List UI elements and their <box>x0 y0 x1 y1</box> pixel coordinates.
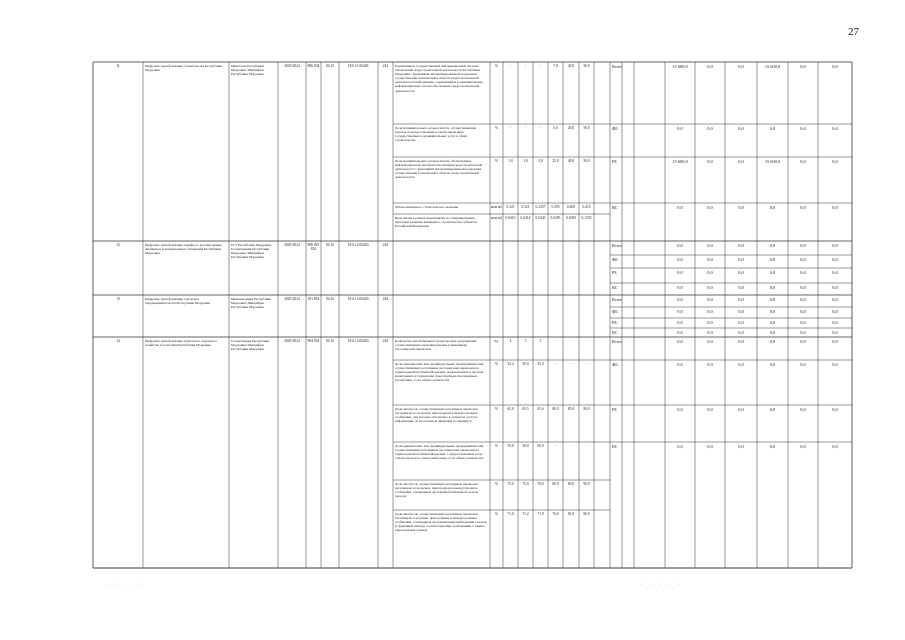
indicator-value: 80,0 <box>552 482 559 486</box>
csr-code: 18.6.12.00420. <box>347 243 370 247</box>
budget-value: 15 600,0 <box>764 64 781 69</box>
scan-edge-right: · · · · · <box>640 582 683 588</box>
indicator-value: 80,0 <box>552 407 559 411</box>
budget-value: 0,0 <box>707 205 713 210</box>
funding-source: Всего <box>612 64 623 69</box>
indicator-unit: млн м2 <box>491 216 502 220</box>
indicator-value: 5,0 <box>553 126 558 130</box>
indicator-value: 60,0 <box>537 444 544 448</box>
indicator-value: 65,0 <box>507 407 514 411</box>
vr-code: 244 <box>382 297 389 301</box>
budget-value: 0,0 <box>738 285 744 290</box>
budget-value: 0,0 <box>707 126 713 131</box>
budget-value: 0,0 <box>738 297 744 302</box>
budget-value: 0,0 <box>769 270 776 275</box>
budget-value: 0,0 <box>738 362 744 367</box>
budget-value: 0,0 <box>832 64 838 69</box>
budget-value: 0,0 <box>677 444 683 449</box>
indicator-unit: % <box>495 512 498 516</box>
budget-value: 0,0 <box>677 297 683 302</box>
budget-value: 0,0 <box>738 330 744 335</box>
budget-value: 0,0 <box>769 243 776 248</box>
budget-value: 0,0 <box>832 126 838 131</box>
indicator-unit: % <box>495 362 498 366</box>
indicator-value: 50,0 <box>583 159 590 163</box>
row-number: 12 <box>116 243 120 247</box>
budget-value: 0,0 <box>677 362 683 367</box>
indicator-value: 50,0 <box>522 362 529 366</box>
indicator-value: 90,0 <box>583 407 590 411</box>
indicator-text: Доля автобусов, осуществляющих регулярные перевозки пассажиров в городском, пригородном и междугородном сообщении, оснащенных системами безналичной оплаты проезда <box>395 482 478 499</box>
budget-value: 0,0 <box>800 339 806 344</box>
csr-code: 18.6.11.00420. <box>347 64 370 68</box>
budget-value: 0,0 <box>677 285 683 290</box>
indicator-value: - <box>539 126 542 130</box>
budget-value: 0,0 <box>677 339 683 344</box>
budget-value: 0,0 <box>800 285 806 290</box>
period: 2020-2024 <box>284 297 300 301</box>
budget-value: 0,0 <box>707 309 713 314</box>
executor: Минэкономики Республики Мордовия; Минцифры Республики Мордовия <box>231 297 271 310</box>
budget-value: 0,0 <box>707 270 713 275</box>
budget-value: 0,0 <box>707 339 713 344</box>
indicator-unit: % <box>495 407 498 411</box>
indicator-value: 0,1000 <box>566 216 576 220</box>
measure-name: Цифровая трансформация тарифного регулирования, жилищных и коммунальных отношений Республики Мордовия <box>145 243 222 256</box>
budget-value: 0,0 <box>800 159 806 164</box>
funding-source: ВС <box>612 205 618 210</box>
budget-value: 0,0 <box>738 407 744 412</box>
indicator-value: 40,0 <box>567 159 575 163</box>
indicator-value: 1,0 <box>523 159 528 163</box>
budget-value: 0,0 <box>707 362 713 367</box>
executor: Минстрой Республики Мордовия; Минцифры Республики Мордовия <box>231 64 264 77</box>
page-number: 27 <box>848 26 859 38</box>
budget-value: 0,0 <box>832 444 838 449</box>
indicator-value: 86,0 <box>583 512 590 516</box>
budget-value: 0,0 <box>738 64 744 69</box>
period: 2020-2024 <box>284 339 300 343</box>
measure-name: Цифровая трансформация транспорта, дорожного хозяйства и логистики Республики Мордовия <box>145 339 218 348</box>
budget-value: 0,0 <box>832 339 838 344</box>
measure-name: Цифровая трансформация строительства Республики Мордовия <box>145 64 222 73</box>
funding-source: ВС <box>612 330 618 335</box>
executor: РСТ Республики Мордовия; Госинспекция Республики Мордовия; Минцифры Республики Мордовия <box>231 243 272 260</box>
budget-value: 0,0 <box>769 362 776 367</box>
budget-value: 0,0 <box>677 330 683 335</box>
indicator-value: 0,415 <box>582 205 591 209</box>
budget-value: 15 600,0 <box>764 159 781 164</box>
budget-value: 0,0 <box>677 320 683 325</box>
budget-value: 0,0 <box>769 330 776 335</box>
indicator-text: Размещение в государственной информационной системе обеспечения градостроительной деятельности Республики Мордовия с функциями автоматизированной поддержки осуществления полномочий в области градостроительной деятельности информации, содержащейся в муниципальных информационных систем обеспечения градостроительной деятельности <box>395 64 483 93</box>
budget-value: 0,0 <box>707 159 713 164</box>
indicator-value: - <box>539 64 542 68</box>
budget-value: 0,0 <box>800 243 806 248</box>
period: 2020-2024 <box>284 243 300 247</box>
indicator-text: Доля автобусов, осуществляющих регулярные перевозки пассажиров в городском, пригородном и междугородном сообщении, для которых обеспечено в открытом доступе информацию об их реальном движении по маршруту <box>395 407 478 424</box>
indicator-value: - <box>554 444 557 448</box>
funding-source: Всего <box>612 243 623 248</box>
budget-value: 0,0 <box>738 320 744 325</box>
funding-source: РБ <box>612 407 617 412</box>
budget-value: 0,0 <box>738 339 744 344</box>
scan-edge-left: · · · · <box>108 582 142 588</box>
indicator-value: 0,3457 <box>535 205 546 209</box>
budget-value: 0,0 <box>832 159 838 164</box>
indicator-value: 70,0 <box>537 482 544 486</box>
budget-value: 0,0 <box>677 407 683 412</box>
funding-source: РБ <box>612 320 617 325</box>
executor: Госинспекция Республики Мордовия; Минцифры Республики Мордовия <box>231 339 270 352</box>
vr-code: 244 <box>382 243 389 247</box>
budget-value: 0,0 <box>800 330 806 335</box>
budget-value: 0,0 <box>738 309 744 314</box>
budget-value: 0,0 <box>707 320 713 325</box>
indicator-value: - <box>570 444 572 448</box>
indicator-value: 0,0495 <box>550 216 561 220</box>
indicator-value: 20,0 <box>567 64 575 68</box>
budget-value: 0,0 <box>769 205 776 210</box>
indicator-value: 5 <box>539 339 542 343</box>
budget-value: 0,0 <box>769 407 776 412</box>
indicator-value: 0,0445 <box>535 216 546 220</box>
budget-value: 0,0 <box>738 205 744 210</box>
budget-value: 0,0 <box>800 64 806 69</box>
budget-value: 0,0 <box>769 126 776 131</box>
budget-value: 0,0 <box>832 362 838 367</box>
indicator-value: 5 <box>524 339 527 343</box>
indicator-value: 71,9 <box>537 512 544 516</box>
budget-value: 0,0 <box>800 407 806 412</box>
budget-value: 0,0 <box>707 407 713 412</box>
budget-value: 0,0 <box>677 257 683 262</box>
budget-value: 0,0 <box>832 243 838 248</box>
funding-source: ВС <box>612 444 618 449</box>
budget-value: 0,0 <box>800 362 806 367</box>
budget-value: 0,0 <box>832 330 838 335</box>
budget-value: 0,0 <box>800 320 806 325</box>
budget-value: 0,0 <box>769 444 776 449</box>
funding-source: ФБ <box>612 257 618 262</box>
budget-value: 0,0 <box>677 205 683 210</box>
indicator-text: Доля муниципальных органов власти, обеспеченных информационной системой обеспечения градостроительной деятельности с функциями автоматизированной поддержки осуществления полномочий в области градостроительной деятельности <box>395 159 483 180</box>
indicator-value: 50,0 <box>522 444 529 448</box>
indicator-unit: млн м2 <box>491 205 502 209</box>
indicator-value: - <box>585 444 588 448</box>
funding-source: ВС <box>612 285 618 290</box>
budget-value: 0,0 <box>707 330 713 335</box>
grbs-code: 806 834 <box>307 64 320 68</box>
indicator-value: 25,0 <box>552 159 559 163</box>
indicator-value: 50,0 <box>583 64 590 68</box>
budget-value: 0,0 <box>832 205 838 210</box>
indicator-text: Ввод жилья в рамках мероприятия по стимулированию программ развития жилищного строительства субъектов Российской Федерации <box>395 216 477 229</box>
indicator-value: 85,0 <box>567 482 575 486</box>
rzpr-code: 04.10 <box>325 297 335 301</box>
indicator-unit: ед. <box>494 339 499 343</box>
budget-value: 0,0 <box>707 297 713 302</box>
indicator-value: 0,0414 <box>520 216 531 220</box>
indicator-value: 65,6 <box>537 407 544 411</box>
indicator-value: 20,0 <box>567 126 575 130</box>
budget-value: 0,0 <box>832 285 838 290</box>
funding-source: Всего <box>612 339 623 344</box>
indicator-text: Количество автомобильных транспортных предприятий, осуществляющих мультимодальные (смешанные) пассажирские перевозки <box>395 339 477 352</box>
budget-value: 0,0 <box>800 257 806 262</box>
indicator-value: - <box>585 339 588 343</box>
indicator-value: - <box>570 339 572 343</box>
indicator-value: 0,321 <box>521 205 530 209</box>
budget-value: 15 600,0 <box>672 159 688 164</box>
rzpr-code: 04.10 <box>325 243 335 247</box>
indicator-text: Доля юридических лиц, индивидуальных предпринимателей, осуществляющих регулярные пассажирские перевозки на территории Республики Мордовия, с предоставлением услуг оплаты проезда в электронном виде от их общего количества <box>395 444 484 461</box>
indicator-value: 35,0 <box>537 362 544 366</box>
indicator-unit: % <box>495 444 498 448</box>
indicator-text: Объем жилищного строительства, значение <box>395 205 459 209</box>
indicator-value: 0,0410 <box>505 216 516 220</box>
indicator-unit: % <box>495 126 498 130</box>
budget-value: 0,0 <box>738 243 744 248</box>
budget-value: 0,0 <box>677 126 683 131</box>
vr-code: 244 <box>382 64 389 68</box>
funding-source: ФБ <box>612 362 618 367</box>
indicator-value: - <box>509 64 512 68</box>
budget-value: 0,0 <box>769 285 776 290</box>
budget-value: 0,0 <box>738 444 744 449</box>
indicator-unit: % <box>495 64 498 68</box>
rzpr-code: 04.10 <box>325 64 335 68</box>
budget-value: 0,0 <box>738 159 744 164</box>
budget-value: 0,0 <box>738 257 744 262</box>
indicator-value: 50,0 <box>583 126 590 130</box>
indicator-value: 71,2 <box>522 512 529 516</box>
budget-value: 0,0 <box>832 257 838 262</box>
indicator-value: 65,5 <box>522 407 529 411</box>
budget-value: 0,0 <box>800 444 806 449</box>
funding-source: ФБ <box>612 309 618 314</box>
indicator-value: 75,0 <box>522 482 529 486</box>
indicator-value: 50,0 <box>507 444 514 448</box>
budget-value: 0,0 <box>769 320 776 325</box>
indicator-value: 71,0 <box>507 512 514 516</box>
budget-value: 0,0 <box>677 243 683 248</box>
indicator-value: 4 <box>509 339 512 343</box>
budget-value: 0,0 <box>800 270 806 275</box>
indicator-unit: % <box>495 159 498 163</box>
budget-value: 0,0 <box>707 64 713 69</box>
budget-value: 15 600,0 <box>672 64 688 69</box>
csr-code: 18.6.14.00420. <box>347 339 370 343</box>
indicator-value: 0,400 <box>566 205 576 209</box>
funding-source: РБ <box>612 270 617 275</box>
budget-value: 0,0 <box>769 309 776 314</box>
indicator-value: 76,0 <box>552 512 559 516</box>
funding-source: ФБ <box>612 126 618 131</box>
budget-value: 0,0 <box>707 285 713 290</box>
budget-value: 0,0 <box>738 126 744 131</box>
indicator-value: - <box>554 362 557 366</box>
row-number: 11 <box>116 64 120 68</box>
row-number: 14 <box>116 339 120 343</box>
indicator-text: Доля юридических лиц, индивидуальных предпринимателей, осуществляющих регулярные пассажирские перевозки на территории Республики Мордовия, подключенных к системе мониторинга и управления транспортным обеспечением республики, от их общего количества <box>395 362 484 383</box>
budget-value: 0,0 <box>800 309 806 314</box>
row-number: 13 <box>116 297 120 301</box>
budget-value: 0,0 <box>769 297 776 302</box>
indicator-value: 0,321 <box>506 205 515 209</box>
budget-value: 0,0 <box>800 205 806 210</box>
indicator-value: 1,0 <box>508 159 513 163</box>
indicator-value: 85,0 <box>567 407 575 411</box>
csr-code: 18.6.13.00420. <box>347 297 370 301</box>
indicator-value: - <box>524 126 527 130</box>
indicator-value: 90,0 <box>583 482 590 486</box>
budget-value: 0,0 <box>832 270 838 275</box>
indicator-value: - <box>524 64 527 68</box>
budget-value: 0,0 <box>677 309 683 314</box>
budget-value: 0,0 <box>677 270 683 275</box>
indicator-value: 7,0 <box>553 64 558 68</box>
measure-name: Цифровая трансформация торговли и предпринимательства Республики Мордовия <box>145 297 210 306</box>
budget-value: 0,0 <box>738 270 744 275</box>
budget-value: 0,0 <box>832 407 838 412</box>
budget-value: 0,0 <box>800 297 806 302</box>
budget-value: 0,0 <box>800 126 806 131</box>
indicator-value: - <box>509 126 512 130</box>
budget-value: 0,0 <box>707 243 713 248</box>
grbs-code: 811 834 <box>307 297 320 301</box>
indicator-value: - <box>570 362 572 366</box>
budget-value: 0,0 <box>707 257 713 262</box>
budget-value: 0,0 <box>769 257 776 262</box>
indicator-value: 0,1350 <box>581 216 592 220</box>
indicator-value: 75,0 <box>507 482 514 486</box>
grbs-code: 804 834 <box>307 339 320 343</box>
rzpr-code: 04.10 <box>325 339 335 343</box>
indicator-text: Доля муниципальных органов власти, осуществляющих переход на предоставление в электронном виде государственных и муниципальных услуг в сфере строительства <box>395 126 477 143</box>
indicator-unit: % <box>495 482 498 486</box>
indicator-value: 3,0 <box>538 159 543 163</box>
vr-code: 244 <box>382 339 389 343</box>
funding-source: Всего <box>612 297 623 302</box>
indicator-value: - <box>554 339 557 343</box>
indicator-value: 0,395 <box>551 205 560 209</box>
indicator-value: - <box>585 362 588 366</box>
budget-value: 0,0 <box>832 297 838 302</box>
indicator-value: 81,0 <box>567 512 575 516</box>
period: 2020-2024 <box>284 64 300 68</box>
budget-value: 0,0 <box>707 444 713 449</box>
funding-source: РБ <box>612 159 617 164</box>
budget-value: 0,0 <box>832 320 838 325</box>
budget-value: 0,0 <box>769 339 776 344</box>
grbs-code: 806 810 834 <box>307 243 320 251</box>
indicator-value: 32,4 <box>507 362 514 366</box>
indicator-text: Доля автобусов, осуществляющих регулярные перевозки пассажиров городским, пригородным и междугородным сообщении, оснащенных системами видеонаблюдения салонов (с функцией записи), соответствующих требованиям о защите персональных данных <box>395 512 487 533</box>
budget-value: 0,0 <box>832 309 838 314</box>
